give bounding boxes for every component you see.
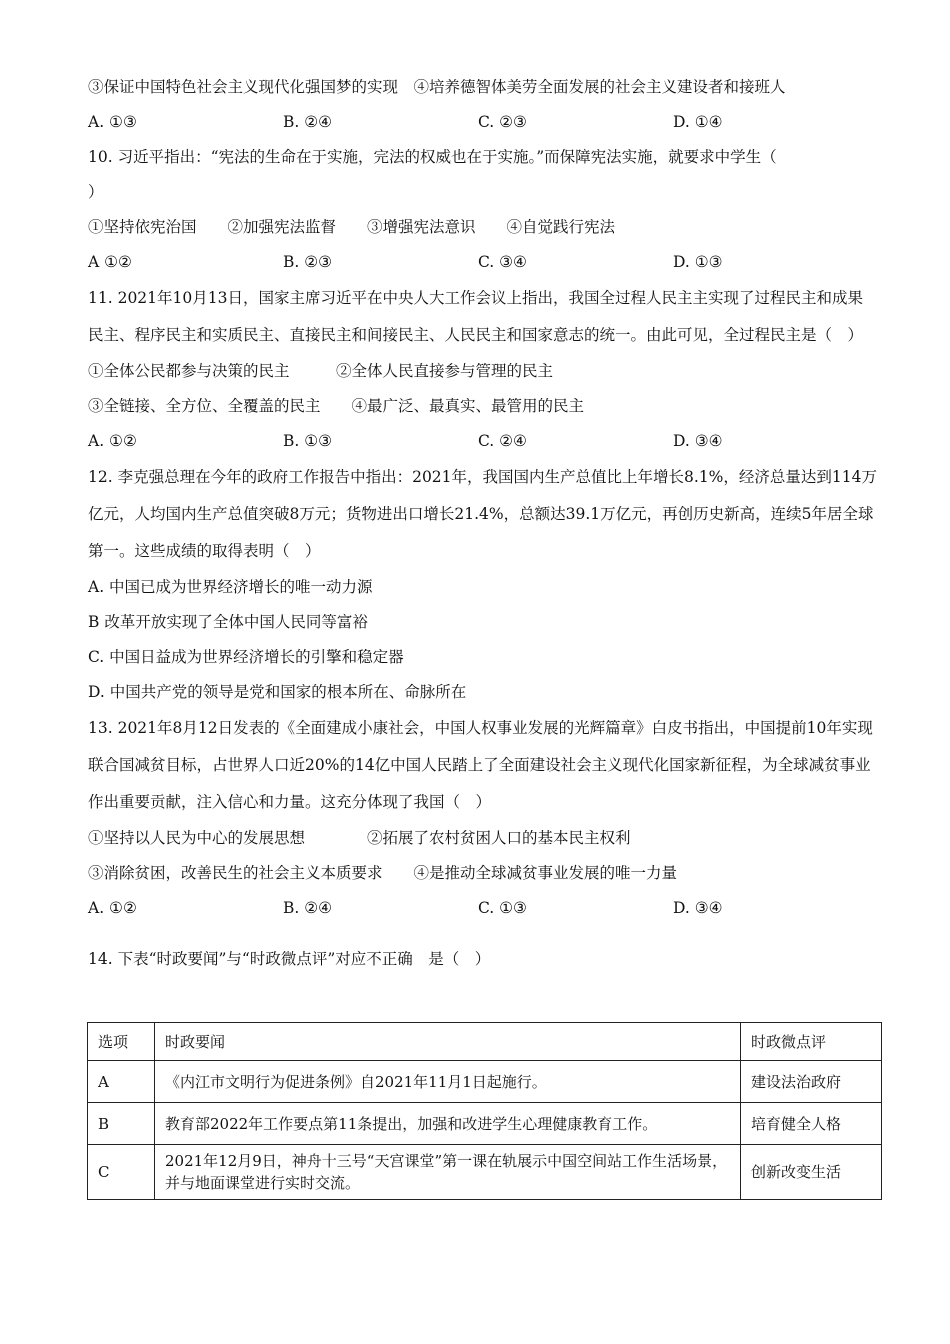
header-comment: 时政微点评 — [741, 1023, 882, 1061]
header-news: 时政要闻 — [155, 1023, 741, 1061]
row-option: A — [88, 1061, 155, 1103]
option-b: B. ②④ — [283, 113, 333, 131]
row-news: 《内江市文明行为促进条例》自2021年11月1日起施行。 — [155, 1061, 741, 1103]
table-row — [88, 1103, 882, 1145]
option-b: B. ②④ — [283, 899, 333, 917]
row-comment: 创新改变生活 — [741, 1145, 882, 1200]
q12-option-d: D. 中国共产党的领导是党和国家的根本所在、命脉所在 — [88, 683, 467, 701]
q10-options — [88, 245, 878, 280]
option-d: D. ①④ — [673, 113, 723, 131]
option-a: A. ①③ — [88, 113, 137, 131]
q10-items: ①坚持依宪治国 ②加强宪法监督 ③增强宪法意识 ④自觉践行宪法 — [88, 218, 616, 236]
table-row — [88, 1061, 882, 1103]
table-row — [88, 1145, 882, 1200]
q13-options — [88, 891, 878, 926]
q11-items-1: ①全体公民都参与决策的民主 ②全体人民直接参与管理的民主 — [88, 362, 554, 380]
q14-stem: 14. 下表“时政要闻”与“时政微点评”对应不正确 是（ ） — [88, 950, 491, 968]
option-c: C. ①③ — [478, 899, 527, 917]
option-d: D. ①③ — [673, 253, 723, 271]
q11-stem: 11. 2021年10月13日，国家主席习近平在中央人大工作会议上指出，我国全过程人民主主实现了过程民主和成果民主、程序民主和实质民主、直接民主和间接民主、人民民主和国家意志的统一。由此可见，全过程民主是（ ） — [88, 289, 864, 344]
q12-stem: 12. 李克强总理在今年的政府工作报告中指出：2021年，我国国内生产总值比上年增长8.1%，经济总量达到114万亿元，人均国内生产总值突破8万元；货物进出口增长21.4%，总额达39.1万亿元，再创历史新高，连续5年居全球第一。这些成绩的取得表明（ ） — [88, 468, 877, 560]
option-c: C. ③④ — [478, 253, 527, 271]
option-c: C. ②④ — [478, 432, 527, 450]
header-option: 选项 — [88, 1023, 155, 1061]
option-c: C. ②③ — [478, 113, 527, 131]
q11-items-2: ③全链接、全方位、全覆盖的民主 ④最广泛、最真实、最管用的民主 — [88, 397, 585, 415]
q9-items: ③保证中国特色社会主义现代化强国梦的实现 ④培养德智体美劳全面发展的社会主义建设者和接班人 — [88, 78, 786, 96]
exam-page — [88, 70, 878, 977]
q10-stem-cont: ） — [88, 183, 104, 201]
row-option: B — [88, 1103, 155, 1145]
q13-items-1: ①坚持以人民为中心的发展思想 ②拓展了农村贫困人口的基本民主权利 — [88, 829, 631, 847]
q9-options — [88, 105, 878, 140]
row-comment: 建设法治政府 — [741, 1061, 882, 1103]
option-b: B. ①③ — [283, 432, 333, 450]
row-option: C — [88, 1145, 155, 1200]
table-header-row — [88, 1023, 882, 1061]
option-b: B. ②③ — [283, 253, 333, 271]
option-d: D. ③④ — [673, 432, 723, 450]
option-a: A. ①② — [88, 432, 137, 450]
row-news: 教育部2022年工作要点第11条提出，加强和改进学生心理健康教育工作。 — [155, 1103, 741, 1145]
row-comment: 培育健全人格 — [741, 1103, 882, 1145]
q12-option-c: C. 中国日益成为世界经济增长的引擎和稳定器 — [88, 648, 404, 666]
q11-options — [88, 424, 878, 459]
q13-stem: 13. 2021年8月12日发表的《全面建成小康社会，中国人权事业发展的光辉篇章》白皮书指出，中国提前10年实现联合国减贫目标，占世界人口近20%的14亿中国人民踏上了全面建设社会主义现代化国家新征程，为全球减贫事业作出重要贡献，注入信心和力量。这充分体现了我国（ ） — [88, 719, 873, 811]
option-a: A. ①② — [88, 899, 137, 917]
option-a: A ①② — [88, 253, 132, 271]
q10-stem: 10. 习近平指出：“宪法的生命在于实施，完法的权威也在于实施。”而保障宪法实施，就要求中学生（ — [88, 148, 777, 166]
q12-option-b: B 改革开放实现了全体中国人民同等富裕 — [88, 613, 368, 631]
option-d: D. ③④ — [673, 899, 723, 917]
row-news: 2021年12月9日，神舟十三号“天宫课堂”第一课在轨展示中国空间站工作生活场景，并与地面课堂进行实时交流。 — [155, 1145, 741, 1200]
news-table — [87, 1022, 882, 1200]
q12-option-a: A. 中国已成为世界经济增长的唯一动力源 — [88, 578, 373, 596]
q13-items-2: ③消除贫困，改善民生的社会主义本质要求 ④是推动全球减贫事业发展的唯一力量 — [88, 864, 678, 882]
